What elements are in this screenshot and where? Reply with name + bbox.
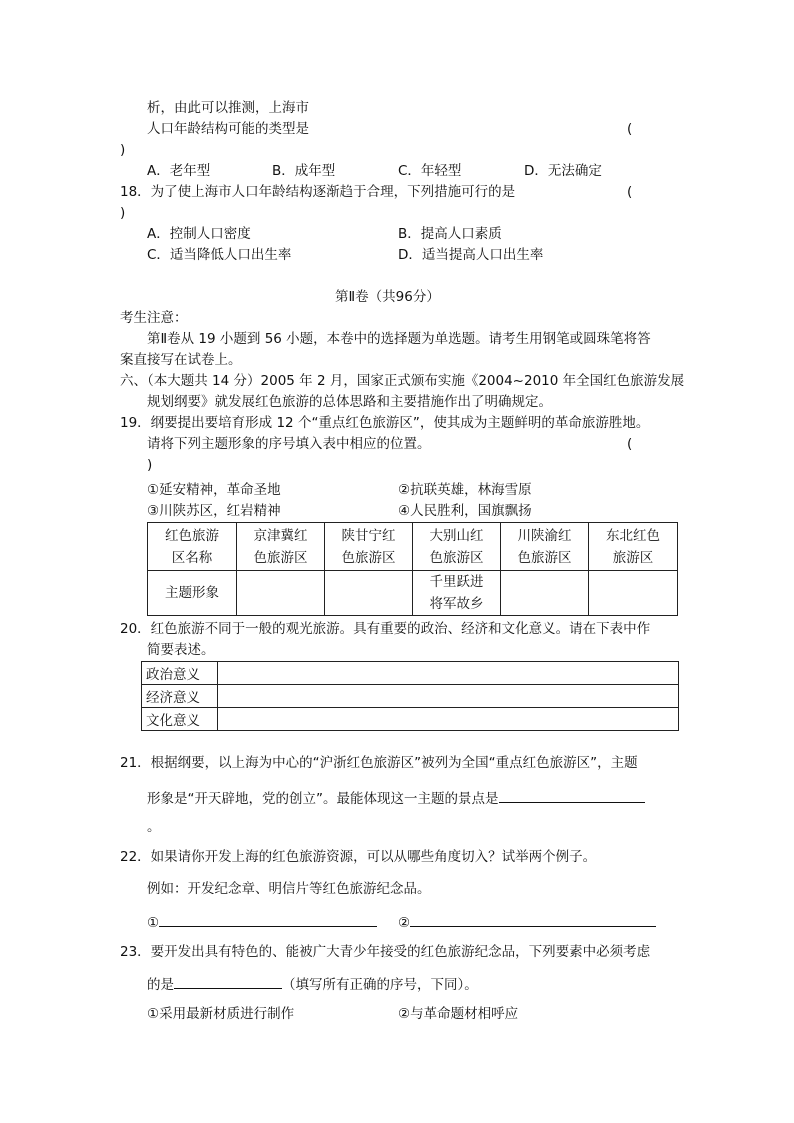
q20-row-label: 政治意义 [142,662,218,685]
q20-row-political [142,662,679,685]
q19-table-header-row [148,523,678,571]
q19-header-cell: 京津冀红 色旅游区 [237,523,325,571]
q18-option-a: A．控制人口密度 [147,226,251,242]
q21-text-line2-prefix: 形象是“开天辟地，党的创立”。最能体现这一主题的景点是 [147,791,499,807]
q19-answer-cell[interactable] [325,571,413,616]
q22-blank1-label: ① [147,915,160,931]
q20-row-label: 经济意义 [142,685,218,708]
q20-row-economic [142,685,679,708]
q19-item-1: ①延安精神，革命圣地 [147,482,281,498]
q20-row-cultural [142,708,679,731]
q20-answer-cell[interactable] [218,662,679,685]
q17-option-d: D．无法确定 [524,163,602,179]
q19-answer-cell-dabieshan: 千里跃进 将军故乡 [413,571,501,616]
q23-answer-blank[interactable] [174,974,282,989]
q19-header-cell: 川陕渝红 色旅游区 [501,523,589,571]
q18-option-c: C．适当降低人口出生率 [147,247,292,263]
q17-option-b: B．成年型 [272,163,336,179]
q17-option-c: C．年轻型 [398,163,462,179]
q17-answer-paren-close: ) [120,142,126,158]
q19-text-line2: 请将下列主题形象的序号填入表中相应的位置。 [147,436,431,452]
notice-line1: 第Ⅱ卷从 19 小题到 56 小题，本卷中的选择题为单选题。请考生用钢笔或圆珠笔将答 [147,331,651,347]
q23-text-line2 [147,974,478,994]
q22-blank2-label: ② [398,915,411,931]
q19-header-cell: 红色旅游 区名称 [148,523,237,571]
q23-item-1: ①采用最新材质进行制作 [147,1006,295,1022]
q19-text-line1: 19．纲要提出要培育形成 12 个“重点红色旅游区”，使其成为主题鲜明的革命旅游胜地。 [120,415,650,431]
q21-text-line2 [147,788,645,808]
q22-answer-2 [398,912,656,932]
section2-title: 第Ⅱ卷（共96分） [335,289,440,305]
q18-text: 18．为了使上海市人口年龄结构逐渐趋于合理，下列措施可行的是 [120,184,516,200]
q22-example: 例如：开发纪念章、明信片等红色旅游纪念品。 [147,881,431,897]
q19-answer-cell[interactable] [589,571,678,616]
q17-answer-paren-open: ( [627,121,633,137]
q17-text-line2: 人口年龄结构可能的类型是 [147,121,309,137]
q20-answer-cell[interactable] [218,708,679,731]
q19-item-4: ④人民胜利，国旗飘扬 [398,503,532,519]
q18-answer-paren-open: ( [627,184,633,200]
q18-option-b: B．提高人口素质 [398,226,502,242]
q20-text-line1: 20．红色旅游不同于一般的观光旅游。具有重要的政治、经济和文化意义。请在下表中作 [120,621,651,637]
q17-option-a: A．老年型 [147,163,211,179]
q19-answer-paren-open: ( [627,436,633,452]
q19-item-3: ③川陕苏区，红岩精神 [147,503,281,519]
notice-label: 考生注意： [120,310,188,326]
q23-item-2: ②与革命题材相呼应 [398,1006,519,1022]
q19-header-cell: 陕甘宁红 色旅游区 [325,523,413,571]
q19-answer-cell[interactable] [501,571,589,616]
q22-text-line1: 22．如果请你开发上海的红色旅游资源，可以从哪些角度切入？试举两个例子。 [120,849,597,865]
q20-row-label: 文化意义 [142,708,218,731]
q20-text-line2: 简要表述。 [147,642,215,658]
q22-answer-1 [147,912,377,932]
q21-text-line3: 。 [147,819,161,835]
q19-table-answer-row [148,571,678,616]
part6-line2: 规划纲要》就发展红色旅游的总体思路和主要措施作出了明确规定。 [147,394,552,410]
q19-row-label: 主题形象 [148,571,237,616]
q19-answer-paren-close: ) [147,457,153,473]
notice-line2: 案直接写在试卷上。 [120,352,242,368]
q17-text-line1: 析，由此可以推测，上海市 [147,100,309,116]
q19-answer-cell[interactable] [237,571,325,616]
q18-answer-paren-close: ) [120,205,126,221]
q23-text-line2-b: （填写所有正确的序号，下同）。 [282,977,478,993]
q22-answer-blank-1[interactable] [159,912,377,927]
q23-text-line2-a: 的是 [147,977,174,993]
q19-item-2: ②抗联英雄，林海雪原 [398,482,532,498]
q23-text-line1: 23．要开发出具有特色的、能被广大青少年接受的红色旅游纪念品，下列要素中必须考虑 [120,944,651,960]
q19-table [147,522,678,616]
part6-line1: 六、（本大题共 14 分）2005 年 2 月，国家正式颁布实施《2004~2010 年全国红色旅游发展 [120,373,685,389]
q22-answer-blank-2[interactable] [410,912,656,927]
q21-answer-blank[interactable] [499,788,645,803]
q19-header-cell: 大别山红 色旅游区 [413,523,501,571]
q19-header-cell: 东北红色 旅游区 [589,523,678,571]
q20-table [141,661,679,731]
q18-option-d: D．适当提高人口出生率 [398,247,544,263]
q21-text-line1: 21．根据纲要，以上海为中心的“沪浙红色旅游区”被列为全国“重点红色旅游区”，主题 [120,755,638,771]
q20-answer-cell[interactable] [218,685,679,708]
